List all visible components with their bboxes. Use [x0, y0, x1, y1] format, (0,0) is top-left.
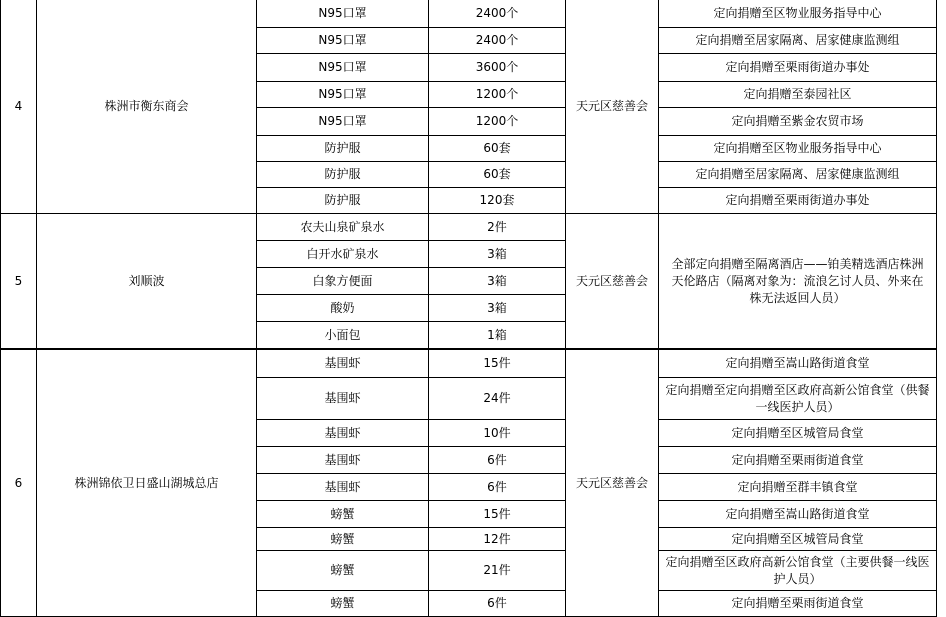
- donor-name: 株洲市衡东商会: [36, 0, 257, 214]
- destination: 定向捐赠至区城管局食堂: [658, 527, 937, 551]
- item-quantity: 21件: [428, 550, 566, 591]
- item-name: 螃蟹: [256, 550, 429, 591]
- item-quantity: 1箱: [428, 321, 566, 349]
- destination: 定向捐赠至栗雨街道食堂: [658, 590, 937, 617]
- item-name: 防护服: [256, 187, 429, 214]
- item-quantity: 2400个: [428, 0, 566, 28]
- item-quantity: 15件: [428, 349, 566, 378]
- donor-name: 刘顺波: [36, 213, 257, 349]
- item-quantity: 3600个: [428, 53, 566, 82]
- item-quantity: 2400个: [428, 27, 566, 54]
- item-quantity: 60套: [428, 161, 566, 188]
- destination: 定向捐赠至区物业服务指导中心: [658, 0, 937, 28]
- destination: 定向捐赠至居家隔离、居家健康监测组: [658, 161, 937, 188]
- destination: 定向捐赠至紫金农贸市场: [658, 107, 937, 136]
- group-number: 6: [0, 349, 37, 617]
- item-quantity: 6件: [428, 446, 566, 474]
- item-name: 小面包: [256, 321, 429, 349]
- item-name: 螃蟹: [256, 527, 429, 551]
- destination: 定向捐赠至居家隔离、居家健康监测组: [658, 27, 937, 54]
- item-name: 基围虾: [256, 446, 429, 474]
- recipient-org: 天元区慈善会: [565, 349, 659, 617]
- item-quantity: 15件: [428, 500, 566, 528]
- item-name: 酸奶: [256, 294, 429, 322]
- destination: 定向捐赠至定向捐赠至区政府高新公馆食堂（供餐一线医护人员）: [658, 377, 937, 420]
- item-name: N95口罩: [256, 27, 429, 54]
- item-name: N95口罩: [256, 81, 429, 108]
- item-name: 白开水矿泉水: [256, 240, 429, 268]
- item-name: 农夫山泉矿泉水: [256, 213, 429, 241]
- item-quantity: 6件: [428, 590, 566, 617]
- item-name: 基围虾: [256, 377, 429, 420]
- item-quantity: 12件: [428, 527, 566, 551]
- item-quantity: 60套: [428, 135, 566, 162]
- item-name: 防护服: [256, 161, 429, 188]
- item-quantity: 6件: [428, 473, 566, 501]
- item-quantity: 24件: [428, 377, 566, 420]
- destination: 定向捐赠至区城管局食堂: [658, 419, 937, 447]
- item-name: 基围虾: [256, 349, 429, 378]
- item-quantity: 3箱: [428, 294, 566, 322]
- destination: 定向捐赠至栗雨街道办事处: [658, 53, 937, 82]
- destination: 定向捐赠至群丰镇食堂: [658, 473, 937, 501]
- item-name: 基围虾: [256, 419, 429, 447]
- item-name: 螃蟹: [256, 590, 429, 617]
- item-quantity: 3箱: [428, 240, 566, 268]
- donor-name: 株洲锦依卫日盛山湖城总店: [36, 349, 257, 617]
- group-number: 5: [0, 213, 37, 349]
- item-quantity: 3箱: [428, 267, 566, 295]
- destination: 定向捐赠至栗雨街道食堂: [658, 446, 937, 474]
- destination: 定向捐赠至泰园社区: [658, 81, 937, 108]
- destination: 定向捐赠至嵩山路街道食堂: [658, 500, 937, 528]
- destination: 定向捐赠至栗雨街道办事处: [658, 187, 937, 214]
- item-quantity: 10件: [428, 419, 566, 447]
- destination: 定向捐赠至区物业服务指导中心: [658, 135, 937, 162]
- destination: 定向捐赠至区政府高新公馆食堂（主要供餐一线医护人员）: [658, 550, 937, 591]
- item-name: 防护服: [256, 135, 429, 162]
- item-quantity: 2件: [428, 213, 566, 241]
- item-quantity: 1200个: [428, 81, 566, 108]
- item-name: N95口罩: [256, 53, 429, 82]
- recipient-org: 天元区慈善会: [565, 0, 659, 214]
- destination-merged: 全部定向捐赠至隔离酒店——铂美精选酒店株洲天伦路店（隔离对象为：流浪乞讨人员、外来在株无法返回人员）: [658, 213, 937, 349]
- item-quantity: 120套: [428, 187, 566, 214]
- group-number: 4: [0, 0, 37, 214]
- item-quantity: 1200个: [428, 107, 566, 136]
- item-name: N95口罩: [256, 0, 429, 28]
- item-name: N95口罩: [256, 107, 429, 136]
- item-name: 基围虾: [256, 473, 429, 501]
- recipient-org: 天元区慈善会: [565, 213, 659, 349]
- destination: 定向捐赠至嵩山路街道食堂: [658, 349, 937, 378]
- item-name: 螃蟹: [256, 500, 429, 528]
- item-name: 白象方便面: [256, 267, 429, 295]
